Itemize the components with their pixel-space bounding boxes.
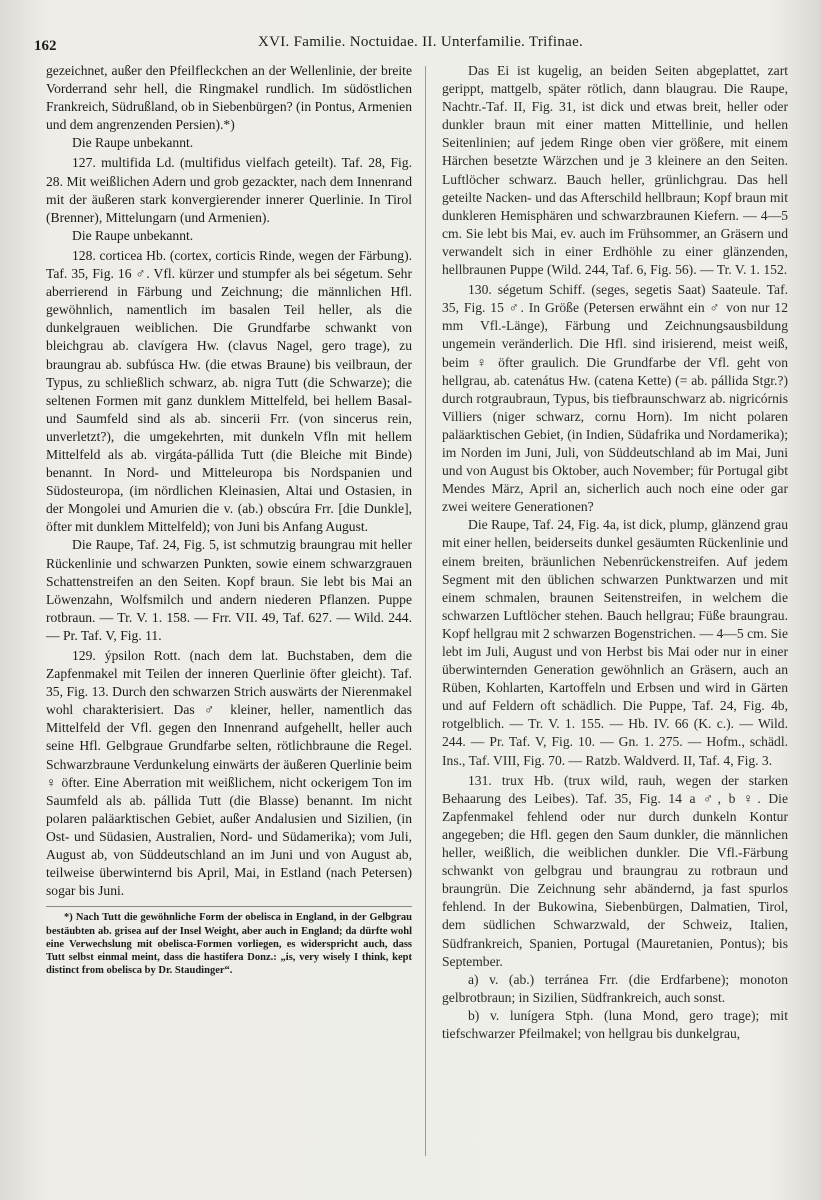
entry-127-multifida: 127. multifida Ld. (multifidus vielfach geteilt). Taf. 28, Fig. 28. Mit weißlichen Adern und grob gezackter, nach dem Innenrand mit der äußeren stark konvergierender innerer Querlinie. In Tirol (Brenner), Mittelungarn (und Armenien). <box>46 155 412 225</box>
entry-128-corticea: 128. corticea Hb. (cortex, corticis Rinde, wegen der Färbung). Taf. 35, Fig. 16 ♂. Vfl. kürzer und stumpfer als bei ségetum. Sehr aberrierend in Färbung und Zeichnung; die männlichen Hfl. gewöhnlich, namentlich im basalen Teil heller, als die dunkelgrauen weiblichen. Die Grundfarbe schwankt von bleichgrau ab. clavígera Hw. (clavus Nagel, gero trage), zu braungrau ab. subfúsca Hw. (die etwas Braune) bis veilbraun, der Typus, zu schließlich schwarz, ab. nigra Tutt (die Schwarze); die seltenen Formen mit ganz dunklem Mittelfeld, bei hellem Basal- und Saumfeld sind als ab. sincerii Frr. (von sincerus rein, unverletzt?), die umgekehrten, mit dunkeln Vfln mit hellem Mittelfeld als ab. virgáta-pállida Tutt (die Bleiche mit Binde) benannt. In Nord- und Mitteleuropa bis Nordspanien und Südosteuropa, (im nördlichen Kleinasien, Altai und Ostasien, in der Mongolei und Amurien die v. (ab.) obscúra Frr. [die Dunkle], öfter mit dunklem Mittelfeld); von Juni bis Anfang August. <box>46 247 412 535</box>
entry-129-ypsilon: 129. ýpsilon Rott. (nach dem lat. Buchstaben, dem die Zapfenmakel mit Teilen der inneren Querlinie öfter gleicht). Taf. 35, Fig. 13. Durch den schwarzen Strich auswärts der Nierenmakel wohl charakterisiert. Das ♂ kleiner, heller, namentlich das Mittelfeld der Vfl. gegen den Innenrand aufgehellt, heller auch seine Hfl. Gelbgraue Grundfarbe selten, rötlichbraune die Regel. Schwarzbraune Verdunkelung einwärts der äußeren Querlinie beim ♀ öfter. Eine Aberration mit weißlichem, nicht ockerigem Ton im Saumfeld als ab. pállida Tutt (die Blasse) benannt. Im nicht polaren paläarktischen Gebiet, außer Andalusien und Sizilien, (in Ost- und Südasien, Australien, Nord- und Südamerika); vom Juli, August ab, von Süddeutschland an im Juni und von August ab, teilweise überwinternd bis April, Mai, in Estland (nach Petersen) sogar bis Juni. <box>46 648 412 899</box>
paragraph-raupe-unbekannt: Die Raupe unbekannt. <box>72 135 194 151</box>
page-header <box>30 34 791 56</box>
footnote: *) Nach Tutt die gewöhnliche Form der obelisca in England, in der Gelbgrau bestäubten ab. grisea auf der Insel Weight, aber auch in England; da dürfte wohl eine Verwechslung mit obelisca-Formen vorliegen, es widerspricht auch, dass Tutt selbst einmal meint, dass die hastifera Donz.: „is, very wisely I think, kept distinct from obelisca by Dr. Staudinger“. <box>46 906 412 977</box>
paragraph-obelisca-end: gezeichnet, außer den Pfeilfleckchen an der Wellenlinie, der breite Vorderrand sehr hell, die Ringmakel rundlich. Im südöstlichen Frankreich, Südrußland, ob in Siebenbürgen? (in Pontus, Armenien und dem angrenzenden Persien).*) <box>46 63 412 133</box>
right-column <box>442 62 788 1172</box>
paragraph-segetum-raupe: Die Raupe, Taf. 24, Fig. 4a, ist dick, plump, glänzend grau mit einer hellen, beiderseits dunkel gesäumten Rückenlinie und einem breiten, bräunlichen Nebenrückenstreifen. Auf jedem Segment mit den üblichen schwarzen Punktwarzen und mit einem schmalen, braunen Seitenstreifen, in welchem die schwarzen Luftlöcher stehen. Bauch hellgrau; Füße braungrau. Kopf hellgrau mit 2 schwarzen Bogenstrichen. — 4—5 cm. Sie lebt im Juli, August und von Herbst bis Mai oder nur in einer überwinternden Generation gewöhnlich an Gräsern, auch an Rüben, Kohlarten, Kartoffeln und Erbsen und wird in Gärten und auf Feldern oft schädlich. Die Puppe, Taf. 24, Fig. 4b, rotgelblich. — Tr. V. 1. 155. — Hb. IV. 66 (K. c.). — Wild. 244. — Pr. Taf. V, Fig. 10. — Gn. 1. 275. — Hofm., schädl. Ins., Taf. VIII, Fig. 70. — Ratzb. Waldverd. II, Taf. 4, Fig. 3. <box>442 517 788 768</box>
variety-b-lunigera: b) v. lunígera Stph. (luna Mond, gero trage); mit tiefschwarzer Pfeilmakel; von hellgrau bis dunkelgrau, <box>442 1007 788 1041</box>
running-title: XVI. Familie. Noctuidae. II. Unterfamilie. Trifinae. <box>258 34 584 50</box>
paragraph-raupe-unbekannt-2: Die Raupe unbekannt. <box>72 227 194 243</box>
paragraph-corticea-raupe: Die Raupe, Taf. 24, Fig. 5, ist schmutzig braungrau mit heller Rückenlinie und schwarzen Punkten, sowie einem schwarzgrauen Schattenstreifen an den Seiten. Kopf braun. Sie lebt bis Mai an Löwenzahn, Wolfsmilch und andern niederen Pflanzen. Puppe rotbraun. — Tr. V. 1. 158. — Frr. VII. 49, Taf. 627. — Wild. 244. — Pr. Taf. V, Fig. 11. <box>46 537 412 643</box>
column-divider <box>425 66 426 1156</box>
entry-130-segetum: 130. ségetum Schiff. (seges, segetis Saat) Saateule. Taf. 35, Fig. 15 ♂. In Größe (Petersen erwähnt ein ♂ von nur 12 mm Vfl.-Länge), Färbung und Zeichnungsausbildung ungemein veränderlich. Die Hfl. sind irisierend, meist weiß, beim ♀ öfter graulich. Die Grundfarbe der Vfl. geht von hellgrau, ab. catenátus Hw. (catena Kette) (= ab. pállida Stgr.?) durch rotgraubraun, Typus, bis tiefbraunschwarz ab. nigricórnis Villiers (niger schwarz, cornu Horn). Im nicht polaren paläarktischen Gebiet, (in Indien, Südafrika und Nordamerika); im Norden im Juni, Juli, von Süddeutschland ab im Mai, Juni und von August bis Oktober, auch November; für Portugal gibt Mendes März, April an, sicherlich auch noch eine oder gar zwei weitere Generationen? <box>442 282 788 515</box>
entry-131-trux: 131. trux Hb. (trux wild, rauh, wegen der starken Behaarung des Leibes). Taf. 35, Fig. 14 a ♂, b ♀. Die Zapfenmakel fehlend oder nur durch dunkeln Kontur angegeben; die Hfl. gegen den Saum dunkler, die männlichen heller, weißlich, die weiblichen dunkler. Die Vfl.-Färbung schwankt von gelbgrau und braungrau zu rotbraun und braungrün. Die Zeichnung sehr abändernd, ja fast spurlos fehlend. In der Bukowina, Siebenbürgen, Dalmatien, Tirol, dem südlichen Schwarzwald, der Schweiz, Italien, Südfrankreich, Spanien, Portugal (Mauretanien, Pontus); bis September. <box>442 772 788 969</box>
left-column <box>46 62 412 1172</box>
variety-a-terranea: a) v. (ab.) terránea Frr. (die Erdfarbene); monoton gelbrotbraun; in Sizilien, Südfrankreich, auch sonst. <box>442 971 788 1005</box>
paragraph-ei-raupe: Das Ei ist kugelig, an beiden Seiten abgeplattet, zart gerippt, mattgelb, später rötlich, dann blaugrau. Die Raupe, Nachtr.-Taf. II, Fig. 31, ist dick und etwas breit, heller oder dunkler braun mit einer matten Mittellinie, und hellen Seitenlinien; auf jedem Ringe oben vier größere, mit einem Härchen besetzte Wärzchen und je 3 kleinere an den Seiten. Luftlöcher schwarz. Bauch heller, grünlichgrau. Das hell geteilte Nacken- und das Afterschild hellbraun; Kopf braun mit dunkleren Hemisphären und schwarzbraunen Kiefern. — 4—5 cm. Sie lebt bis Mai, ev. auch im Frühsommer, an Gräsern und verwandelt sich in einer Erdhöhle zu einer glänzenden, hellbraunen Puppe (Wild. 244, Taf. 6, Fig. 56). — Tr. V. 1. 152. <box>442 63 788 278</box>
page-number: 162 <box>34 38 57 54</box>
